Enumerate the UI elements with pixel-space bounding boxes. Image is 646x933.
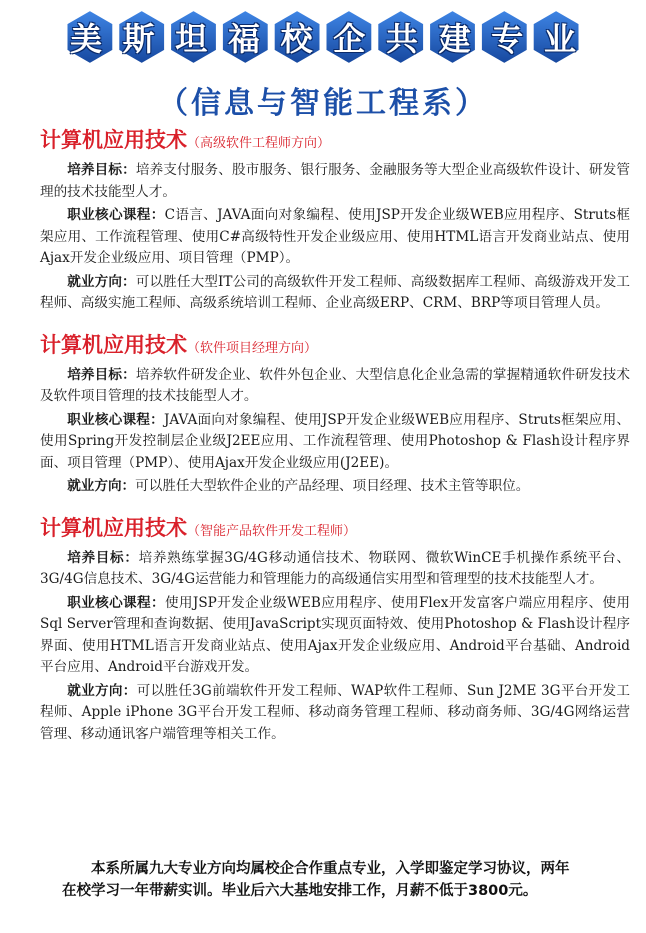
goal-text: 培养支付服务、股市服务、银行服务、金融服务等大型企业高级软件设计、研发管理的技术技能型人才。: [40, 162, 631, 200]
training-goal: [40, 548, 630, 591]
training-goal: [40, 160, 630, 203]
section-direction: （高级软件工程师方向）: [187, 136, 331, 151]
training-goal: [40, 365, 630, 408]
section-direction: （软件项目经理方向）: [187, 340, 318, 356]
career-text: 可以胜任大型IT公司的高级软件开发工程师、高级数据库工程师、高级游戏开发工程师、高级实施工程师、高级系统培训工程师、企业高级ERP、CRM、BRP等项目管理人员。: [40, 273, 630, 311]
banner-char: 校: [280, 20, 313, 58]
goal-text: 培养熟练掌握3G/4G移动通信技术、物联网、微软WinCE手机操作系统平台、3G/4G信息技术、3G/4G运营能力和管理能力的高级通信实用型和管理型的技术技能型人才。: [40, 549, 630, 587]
section-direction: （智能产品软件开发工程师）: [187, 523, 357, 539]
section-title: [40, 512, 630, 542]
footer-note: 本系所属九大专业方向均属校企合作重点专业，入学即鉴定学习协议，两年在校学习一年带薪实训。毕业后六大基地安排工作，月薪不低于3800元。: [62, 861, 570, 899]
course-text: 使用JSP开发企业级WEB应用程序、使用Flex开发富客户端应用程序、使用Sql Server管理和查询数据、使用JavaScript实现页面特效、使用Photoshop & Flash设计程序界面、使用HTML语言开发商业站点、使用Ajax开发企业级应用、Android平台基础、Android平台应用、Android平台游戏开发。: [40, 594, 630, 675]
banner-char: 美: [69, 20, 102, 58]
course-label: 职业核心课程：: [67, 411, 164, 428]
section-title-text: 计算机应用技术: [40, 332, 187, 357]
banner-char: 专: [491, 20, 524, 58]
section-title: [40, 124, 630, 154]
career-label: 就业方向：: [67, 273, 136, 290]
goal-label: 培养目标：: [67, 366, 136, 383]
goal-label: 培养目标：: [67, 162, 136, 178]
banner-char: 建: [438, 20, 471, 58]
goal-text: 培养软件研发企业、软件外包企业、大型信息化企业急需的掌握精通软件研发技术及软件项目管理的技术技能型人才。: [40, 366, 631, 404]
banner-char: 斯: [122, 20, 155, 58]
career-text: 可以胜任大型软件企业的产品经理、项目经理、技术主管等职位。: [135, 478, 530, 494]
career-direction: [40, 272, 630, 315]
career-label: 就业方向：: [67, 682, 137, 699]
program-section: [40, 512, 630, 746]
program-section: [40, 329, 630, 498]
course-text: JAVA面向对象编程、使用JSP开发企业级WEB应用程序、Struts框架应用、使用Spring开发控制层企业级J2EE应用、工作流程管理、使用Photoshop & Flash设计程序界面、项目管理（PMP）、使用Ajax开发企业级应用(J2EE)。: [40, 411, 631, 471]
core-courses: [40, 205, 630, 270]
banner-char: 业: [543, 20, 576, 58]
program-section: [40, 124, 630, 315]
banner-char: 福: [227, 20, 260, 58]
section-title-text: 计算机应用技术: [40, 128, 187, 152]
banner-char: 共: [385, 20, 418, 58]
banner-char: 坦: [175, 20, 208, 58]
core-courses: [40, 410, 630, 475]
section-title-text: 计算机应用技术: [40, 515, 187, 540]
banner-char: 企: [333, 20, 366, 58]
career-direction: [40, 681, 630, 746]
career-direction: [40, 476, 630, 498]
department-subtitle: （信息与智能工程系）: [158, 86, 488, 121]
course-text: C语言、JAVA面向对象编程、使用JSP开发企业级WEB应用程序、Struts框架应用、工作流程管理、使用C#高级特性开发企业级应用、使用HTML语言开发商业站点、使用Ajax开发企业级应用、项目管理（PMP）。: [40, 207, 631, 266]
career-text: 可以胜任3G前端软件开发工程师、WAP软件工程师、Sun J2ME 3G平台开发工程师、Apple iPhone 3G平台开发工程师、移动商务管理工程师、移动商务师、3G/4G网络运营管理、移动通讯客户端管理等相关工作。: [40, 682, 631, 742]
course-label: 职业核心课程：: [67, 207, 165, 223]
career-label: 就业方向：: [67, 478, 136, 494]
section-title: [40, 329, 630, 359]
goal-label: 培养目标：: [67, 549, 139, 566]
title-banner: [56, 6, 590, 68]
program-content: [40, 124, 630, 759]
banner-text: [56, 6, 590, 68]
core-courses: [40, 593, 630, 679]
course-label: 职业核心课程：: [67, 594, 165, 611]
